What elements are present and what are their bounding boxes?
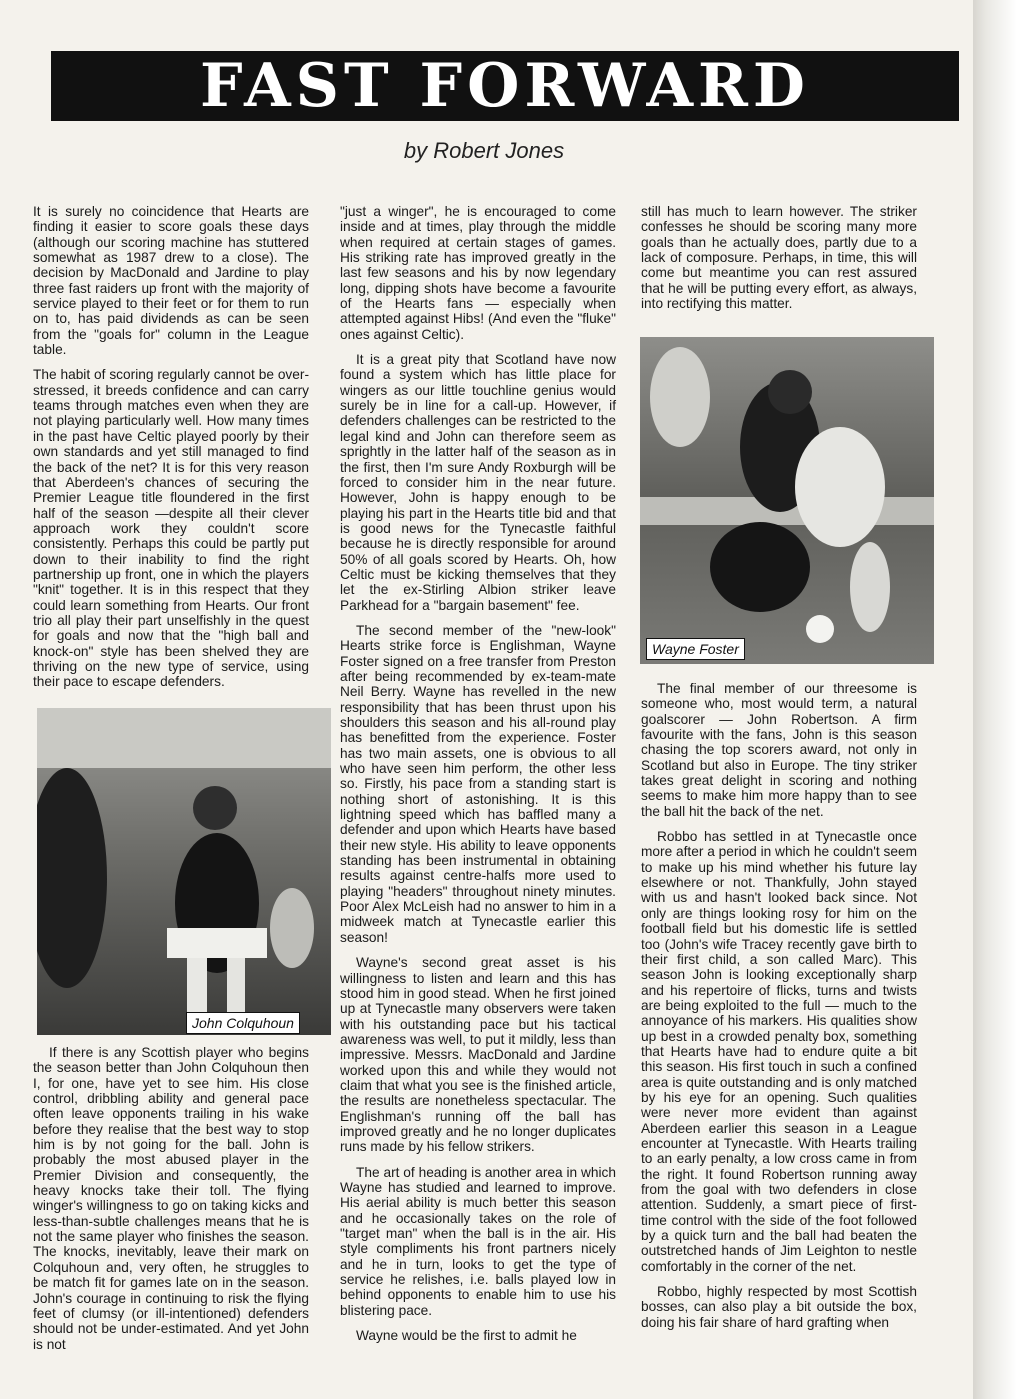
left-column-top: [33, 204, 309, 700]
paragraph: If there is any Scottish player who begins the season better than John Colquhoun then I, for one, have yet to see him. His close control, dribbling ability and general pace often leave opponents trailing in his wake before they realise that the best way to stop him is by not going for the ball. John is probably the most abused player in the Premier Division and consequently, the heavy knocks take their toll. The flying winger's willingness to go on taking kicks and less-than-subtle challenges means that he is not the same player who finishes the season. The knocks, inevitably, leave their mark on Colquhoun and, very often, he struggles to be match fit for games late on in the season. John's courage in continuing to risk the flying feet of clumsy (or ill-intentioned) defenders should not be under-estimated. And yet John is not: [33, 1045, 309, 1352]
paragraph: The habit of scoring regularly cannot be over-stressed, it breeds confidence and can carry teams through matches even when they are not playing particularly well. How many times in the past have Celtic played poorly by their own standards and yet still managed to find the back of the net? It is for this very reason that Aberdeen's chances of securing the Premier League title floundered in the first half of the season —despite all their clever approach work they couldn't score consistently. Perhaps this could be partly put down to their inability to find the right partnership up front, one in which the players "knit" together. It is in this respect that they could learn something from Hearts. Our front trio all play their part unselfishly in the quest for goals and now that the "high ball and knock-on" style has been shelved they are thriving on the new type of service, using their pace to escape defenders.: [33, 367, 309, 690]
photo-caption: John Colquhoun: [186, 1012, 300, 1034]
paragraph: It is surely no coincidence that Hearts are finding it easier to score goals these days (although our scoring machine has stuttered somewhat as 1987 drew to a close). The decision by MacDonald and Jardine to play three fast raiders up front with the majority of service played to their feet or for them to run on to, has paid dividends as can be seen from the "goals for" column in the League table.: [33, 204, 309, 358]
article-title: FAST FORWARD: [200, 51, 810, 121]
page-edge: [973, 0, 1017, 1399]
photo-john-colquhoun: [37, 708, 331, 1035]
paragraph: The second member of the "new-look" Hearts strike force is Englishman, Wayne Foster signed on a free transfer from Preston after being recommended by ex-team-mate Neil Berry. Wayne has revelled in the new responsibility that has been thrust upon his shoulders this season and his all-round play has benefitted from the experience. Foster has two main assets, one is obvious to all who have seen him perform, the other less so. Firstly, his pace from a standing start is nothing short of astonishing. It is this lightning speed which has baffled many a defender and upon which Hearts have based their new style. His ability to leave opponents standing has been instrumental in obtaining results against centre-halfs more used to playing "headers" throughout ninety minutes. Poor Alex McLeish had no answer to him in a midweek match at Tynecastle earlier this season!: [340, 622, 616, 945]
action-photo-image: [640, 337, 934, 664]
paragraph: Wayne would be the first to admit he: [356, 1328, 577, 1344]
right-column-top: [641, 204, 917, 321]
paragraph: "just a winger", he is encouraged to come inside and at times, play through the middle when required at certain stages of games. His striking rate has improved greatly in the last few seasons and his by now legendary long, dipping shots have become a favourite of the Hearts fans — especially when attempted against Hibs! (And even the "fluke" ones against Celtic).: [340, 204, 616, 342]
paragraph: The art of heading is another area in which Wayne has studied and learned to improve. His aerial ability is much better this season and he occasionally takes on the role of "target man" when the ball is in the air. His style compliments his front partners nicely and he in turn, looks to get the type of service he relishes, i.e. balls played low in behind opponents to enable him to use his blistering pace.: [340, 1164, 616, 1318]
title-banner: [51, 51, 959, 121]
action-photo-image: [37, 708, 331, 1035]
paragraph: still has much to learn however. The striker confesses he should be scoring many more goals than he actually does, partly due to a lack of composure. Perhaps, in time, this will come but meantime you can rest assured that he will be putting every effort, as always, into rectifying this matter.: [641, 204, 917, 312]
middle-column: [340, 204, 616, 1353]
paragraph: Robbo, highly respected by most Scottish bosses, can also play a bit outside the box, doing his fair share of hard grafting when: [641, 1284, 917, 1330]
paragraph: Robbo has settled in at Tynecastle once more after a period in which he couldn't seem to make up his mind whether his future lay elsewhere or not. Thankfully, John stayed with us and hasn't looked back since. Not only are things looking rosy for him on the football field but his domestic life is settled too (John's wife Tracey recently gave birth to their first child, a son called Marc). This season John is looking exceptionally sharp and his repertoire of flicks, turns and twists are being exploited to the full — much to the annoyance of his markers. His qualities show up best in a crowded penalty box, something that Hearts have had to endure quite a bit this season. His first touch in such a confined area is quite outstanding and is only matched by his eye for an opening. Such qualities were never more evident than against Aberdeen earlier this season in a League encounter at Tynecastle. With Hearts trailing to an early penalty, a low cross came in from the right. It found Robertson running away from the goal with two defenders in close attention. Suddenly, a smart piece of first-time control with the side of the foot followed by a quick turn and the ball had beaten the outstretched hands of Jim Leighton to nestle comfortably in the corner of the net.: [641, 829, 917, 1274]
photo-wayne-foster: [640, 337, 934, 664]
paragraph: Wayne's second great asset is his willingness to listen and learn and this has stood him in good stead. When he first joined up at Tynecastle many observers were taken with his outstanding pace but his tactical awareness was well, to put it mildly, less than impressive. Messrs. MacDonald and Jardine worked upon this and while they would not claim that what you see is the finished article, the results are nonetheless spectacular. The Englishman's running off the ball has improved greatly and he no longer duplicates runs made by his fellow strikers.: [340, 955, 616, 1155]
byline: by Robert Jones: [403, 138, 565, 163]
left-column-bottom: [33, 1045, 309, 1362]
paragraph: It is a great pity that Scotland have now found a system which has little place for wingers as our little touchline genius would surely be in line for a call-up. However, if defenders challenges can be restricted to the legal kind and John can therefore seem as sprightly in the latter half of the season as in the first, then I'm sure Andy Roxburgh will be forced to consider him in the near future. However, John is happy enough to be playing his part in the Hearts title bid and that is good news for the Tynecastle faithful because he is directly responsible for around 50% of all goals scored by Hearts. Oh, how Celtic must be kicking themselves that they let the ex-Stirling Albion striker leave Parkhead for a "bargain basement" fee.: [340, 352, 616, 613]
right-column-bottom: [641, 681, 917, 1340]
paragraph: The final member of our threesome is someone who, most would term, a natural goalscorer — John Robertson. A firm favourite with the fans, John is this season chasing the top scorers award, not only in Scotland but also in Europe. The tiny striker takes great delight in scoring and nothing seems to make him more happy than to see the ball hit the back of the net.: [641, 681, 917, 819]
photo-caption: Wayne Foster: [646, 638, 745, 660]
